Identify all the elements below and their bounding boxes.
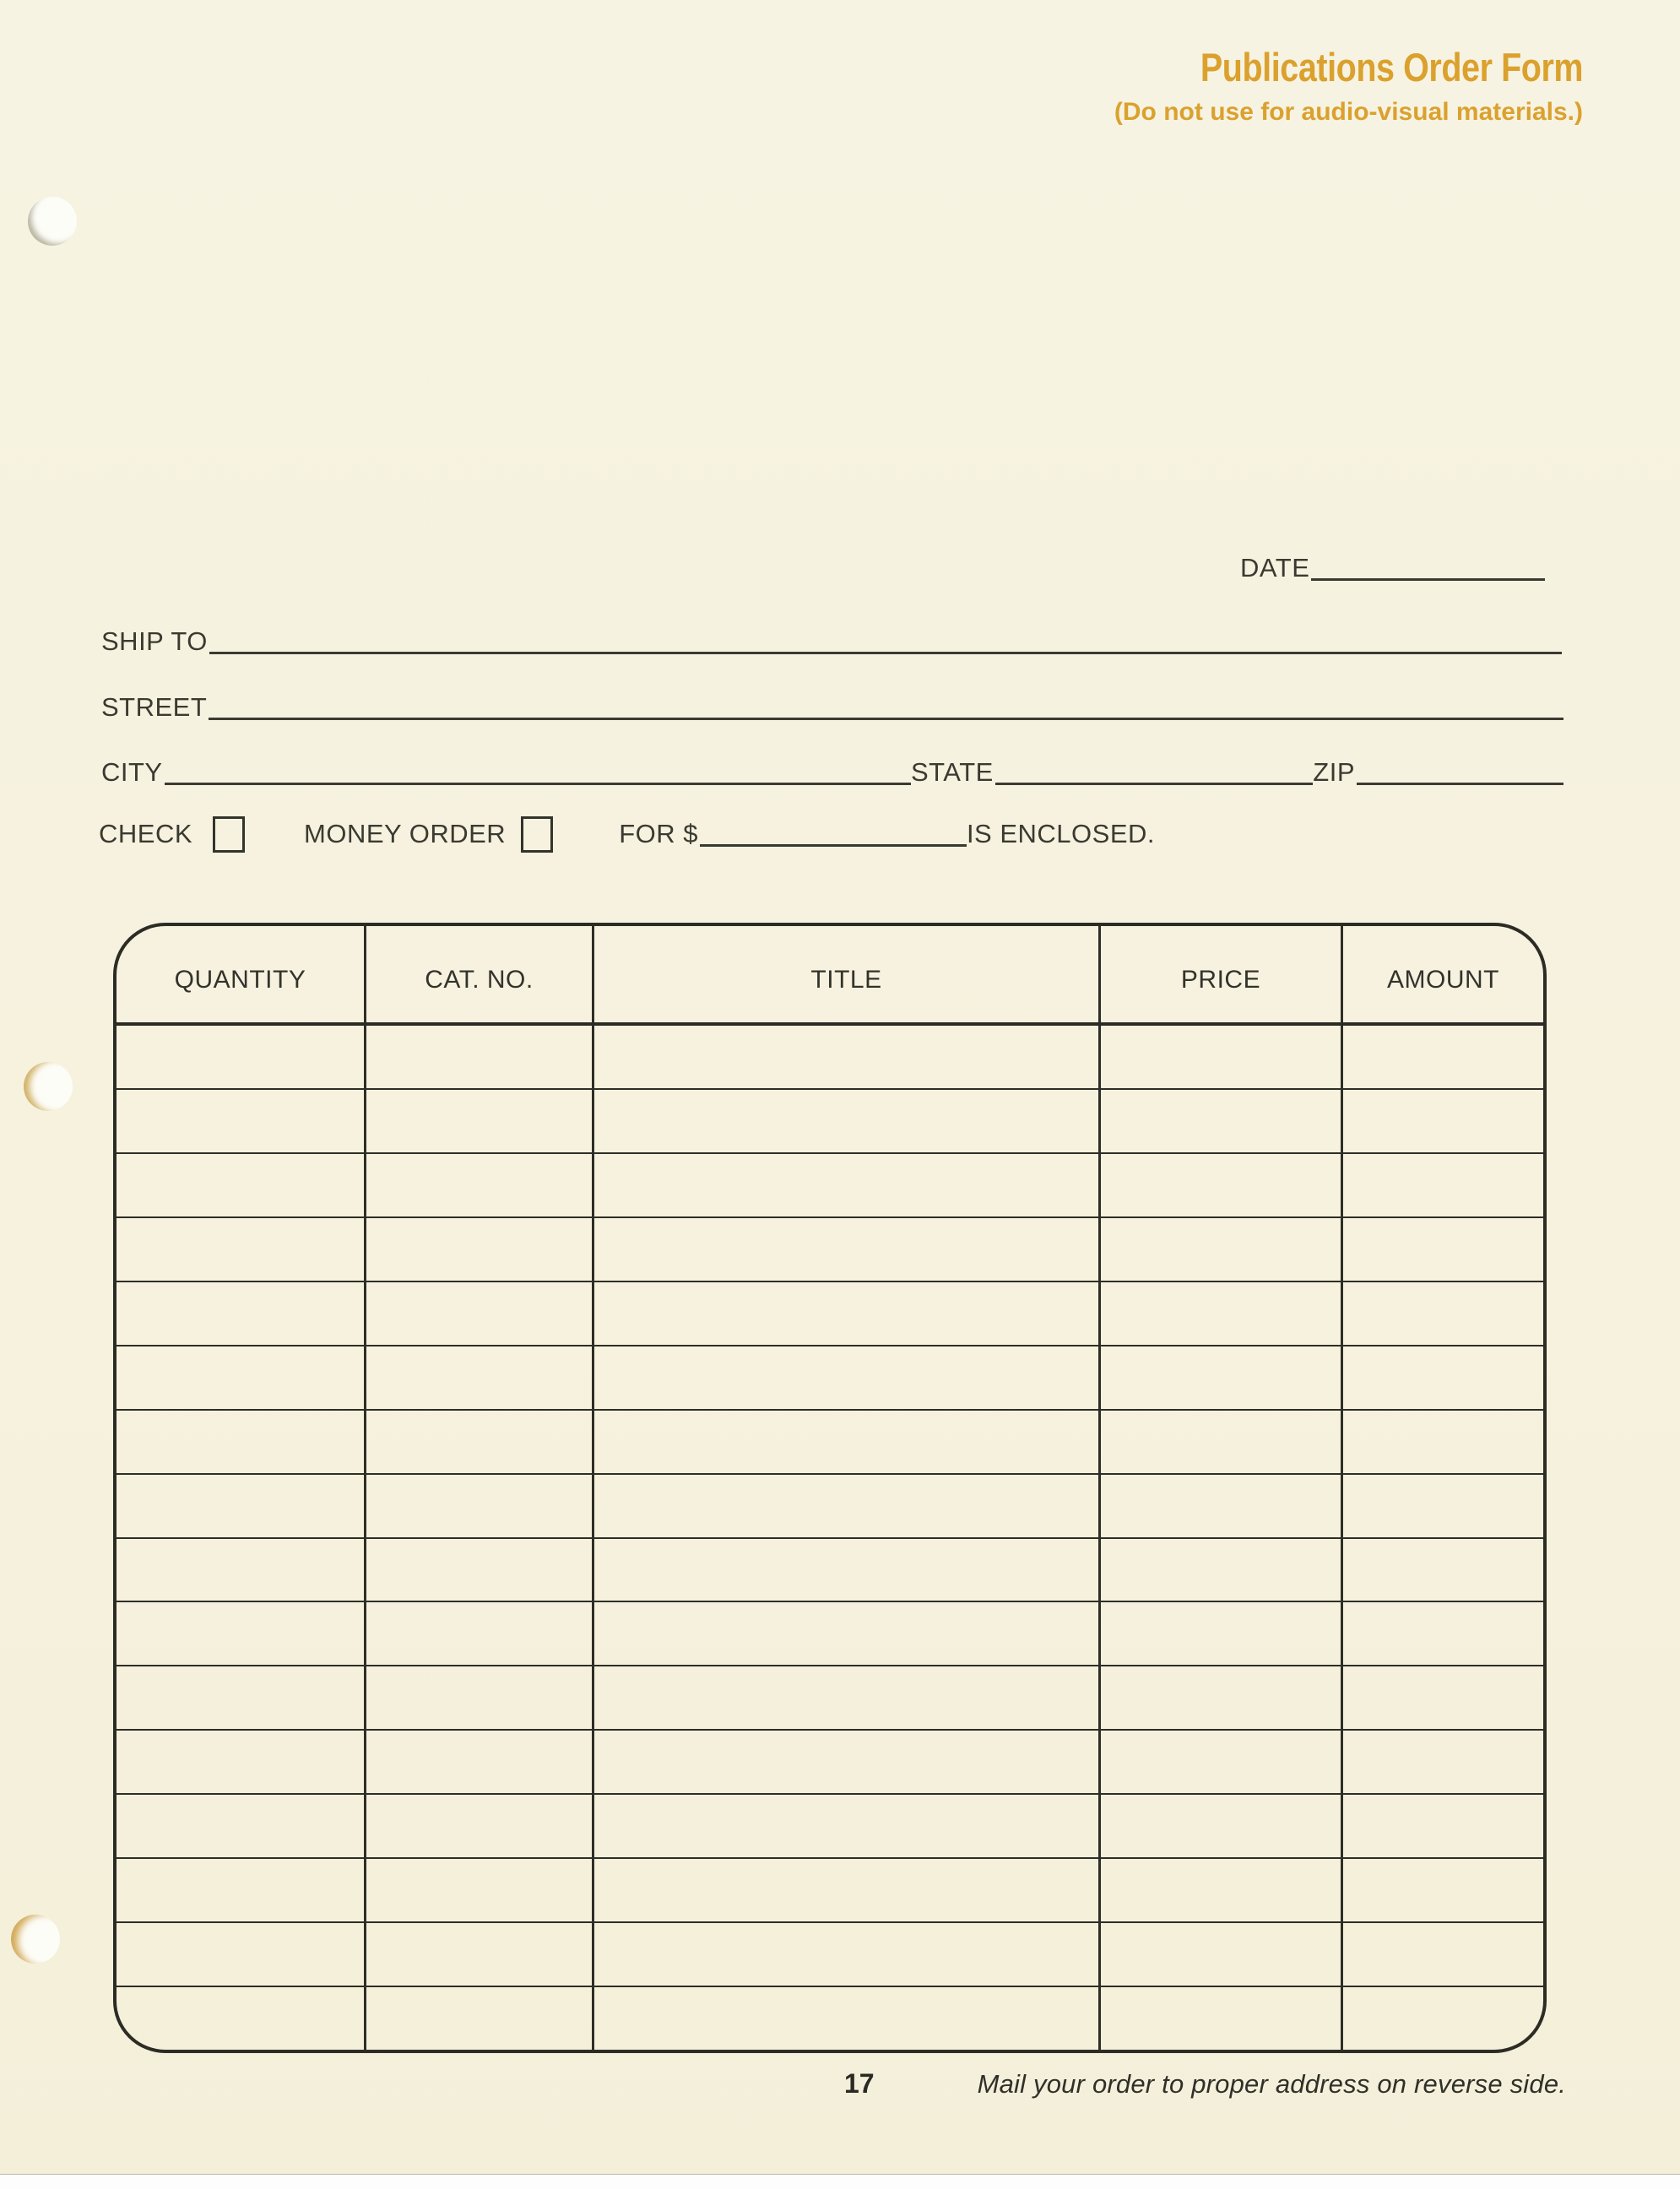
- column-header-title: TITLE: [592, 926, 1098, 1022]
- table-cell[interactable]: [1098, 1218, 1341, 1281]
- table-cell[interactable]: [1098, 1987, 1341, 2050]
- table-cell[interactable]: [117, 1026, 364, 1088]
- table-row: [117, 1793, 1543, 1857]
- table-cell[interactable]: [592, 1282, 1098, 1345]
- table-cell[interactable]: [117, 1346, 364, 1409]
- table-row: [117, 1026, 1543, 1088]
- table-cell[interactable]: [1098, 1026, 1341, 1088]
- city-input-line[interactable]: [165, 757, 911, 785]
- table-row: [117, 1152, 1543, 1216]
- table-row: [117, 1601, 1543, 1665]
- table-cell[interactable]: [1341, 1731, 1543, 1793]
- order-table: [113, 923, 1547, 2053]
- table-cell[interactable]: [364, 1154, 592, 1216]
- table-cell[interactable]: [1341, 1539, 1543, 1601]
- column-header-cat-no: CAT. NO.: [364, 926, 592, 1022]
- table-row: [117, 1281, 1543, 1345]
- table-cell[interactable]: [364, 1411, 592, 1473]
- table-row: [117, 1473, 1543, 1537]
- ship-to-field-row: [101, 626, 1562, 657]
- table-cell[interactable]: [364, 1218, 592, 1281]
- table-cell[interactable]: [1341, 1602, 1543, 1665]
- table-cell[interactable]: [592, 1090, 1098, 1152]
- table-cell[interactable]: [117, 1154, 364, 1216]
- table-cell[interactable]: [364, 1859, 592, 1921]
- table-cell[interactable]: [1341, 1923, 1543, 1986]
- table-cell[interactable]: [592, 1731, 1098, 1793]
- page-footer: [844, 2068, 1566, 2100]
- table-cell[interactable]: [1098, 1411, 1341, 1473]
- table-cell[interactable]: [364, 1795, 592, 1857]
- table-cell[interactable]: [592, 1923, 1098, 1986]
- street-input-line[interactable]: [209, 692, 1563, 720]
- column-header-price: PRICE: [1098, 926, 1341, 1022]
- street-label: STREET: [101, 692, 208, 722]
- table-cell[interactable]: [592, 1987, 1098, 2050]
- table-cell[interactable]: [1098, 1090, 1341, 1152]
- punch-hole: [24, 1062, 73, 1111]
- money-order-checkbox[interactable]: [521, 816, 553, 853]
- table-cell[interactable]: [364, 1282, 592, 1345]
- table-cell[interactable]: [117, 1731, 364, 1793]
- table-cell[interactable]: [592, 1539, 1098, 1601]
- street-field-row: [101, 692, 1563, 723]
- table-cell[interactable]: [117, 1602, 364, 1665]
- table-cell[interactable]: [117, 1475, 364, 1537]
- table-cell[interactable]: [592, 1795, 1098, 1857]
- payment-row: [99, 816, 1155, 849]
- table-header-row: [117, 926, 1543, 1026]
- table-row: [117, 1921, 1543, 1986]
- ship-to-label: SHIP TO: [101, 626, 208, 656]
- amount-input-line[interactable]: [700, 819, 967, 847]
- footer-note: Mail your order to proper address on reverse side.: [977, 2069, 1567, 2099]
- date-field-row: [1240, 553, 1545, 583]
- table-cell[interactable]: [364, 1602, 592, 1665]
- table-cell[interactable]: [364, 1539, 592, 1601]
- table-cell[interactable]: [117, 1090, 364, 1152]
- check-label: CHECK: [99, 819, 193, 848]
- table-cell[interactable]: [1098, 1346, 1341, 1409]
- page-number: 17: [844, 2068, 875, 2099]
- table-cell[interactable]: [1098, 1282, 1341, 1345]
- table-cell[interactable]: [364, 1346, 592, 1409]
- table-row: [117, 1729, 1543, 1793]
- check-checkbox[interactable]: [213, 816, 245, 853]
- table-cell[interactable]: [1341, 1859, 1543, 1921]
- table-cell[interactable]: [592, 1154, 1098, 1216]
- table-cell[interactable]: [364, 1475, 592, 1537]
- city-label: CITY: [101, 757, 163, 787]
- table-cell[interactable]: [364, 1731, 592, 1793]
- city-state-zip-row: [101, 757, 1563, 788]
- table-cell[interactable]: [592, 1602, 1098, 1665]
- table-cell[interactable]: [1341, 1411, 1543, 1473]
- punch-hole: [28, 197, 77, 246]
- masthead: [1114, 44, 1583, 127]
- form-title: Publications Order Form: [1200, 45, 1583, 89]
- table-cell[interactable]: [1341, 1218, 1543, 1281]
- zip-input-line[interactable]: [1357, 757, 1563, 785]
- column-header-amount: AMOUNT: [1341, 926, 1543, 1022]
- state-input-line[interactable]: [995, 757, 1313, 785]
- form-subtitle: (Do not use for audio-visual materials.): [1114, 98, 1583, 126]
- table-cell[interactable]: [1098, 1539, 1341, 1601]
- table-cell[interactable]: [1341, 1282, 1543, 1345]
- column-header-quantity: QUANTITY: [174, 966, 306, 994]
- table-cell[interactable]: [592, 1475, 1098, 1537]
- table-cell[interactable]: [117, 1795, 364, 1857]
- table-cell[interactable]: [1098, 1475, 1341, 1537]
- table-cell[interactable]: [592, 1026, 1098, 1088]
- scanner-background: [0, 2175, 1680, 2189]
- table-cell[interactable]: [592, 1859, 1098, 1921]
- ship-to-input-line[interactable]: [209, 626, 1562, 654]
- table-cell[interactable]: [1098, 1923, 1341, 1986]
- table-row: [117, 1665, 1543, 1729]
- table-row: [117, 1857, 1543, 1921]
- table-cell[interactable]: [1341, 1346, 1543, 1409]
- table-row: [117, 1088, 1543, 1152]
- money-order-label: MONEY ORDER: [304, 819, 507, 848]
- for-amount-label: FOR $: [619, 819, 698, 848]
- table-cell[interactable]: [592, 1666, 1098, 1729]
- table-cell[interactable]: [1341, 1795, 1543, 1857]
- table-body: [117, 1026, 1543, 2050]
- table-row: [117, 1537, 1543, 1601]
- zip-label: ZIP: [1313, 757, 1355, 787]
- table-cell[interactable]: [364, 1090, 592, 1152]
- table-cell[interactable]: [117, 1666, 364, 1729]
- table-cell[interactable]: [364, 1987, 592, 2050]
- punch-hole: [11, 1915, 60, 1964]
- table-cell[interactable]: [364, 1666, 592, 1729]
- state-label: STATE: [911, 757, 994, 787]
- table-cell[interactable]: [117, 1987, 364, 2050]
- table-cell[interactable]: [1098, 1602, 1341, 1665]
- date-label: DATE: [1240, 553, 1310, 582]
- date-input-line[interactable]: [1311, 553, 1545, 581]
- table-row: [117, 1216, 1543, 1281]
- table-cell[interactable]: [1341, 1987, 1543, 2050]
- table-row: [117, 1409, 1543, 1473]
- table-cell[interactable]: [1098, 1859, 1341, 1921]
- table-cell[interactable]: [1341, 1090, 1543, 1152]
- table-cell[interactable]: [117, 1923, 364, 1986]
- table-cell[interactable]: [1098, 1154, 1341, 1216]
- table-cell[interactable]: [117, 1218, 364, 1281]
- table-cell[interactable]: [1098, 1731, 1341, 1793]
- table-cell[interactable]: [364, 1923, 592, 1986]
- table-cell[interactable]: [1341, 1026, 1543, 1088]
- table-cell[interactable]: [592, 1411, 1098, 1473]
- table-cell[interactable]: [1098, 1795, 1341, 1857]
- table-cell[interactable]: [117, 1282, 364, 1345]
- table-cell[interactable]: [1341, 1666, 1543, 1729]
- table-cell[interactable]: [117, 1411, 364, 1473]
- table-cell[interactable]: [117, 1859, 364, 1921]
- table-cell[interactable]: [1341, 1475, 1543, 1537]
- table-cell[interactable]: [117, 1539, 364, 1601]
- is-enclosed-label: IS ENCLOSED.: [966, 819, 1155, 848]
- table-row: [117, 1986, 1543, 2050]
- table-cell[interactable]: [364, 1026, 592, 1088]
- table-cell[interactable]: [1341, 1154, 1543, 1216]
- table-cell[interactable]: [592, 1218, 1098, 1281]
- table-cell[interactable]: [1098, 1666, 1341, 1729]
- table-row: [117, 1345, 1543, 1409]
- table-cell[interactable]: [592, 1346, 1098, 1409]
